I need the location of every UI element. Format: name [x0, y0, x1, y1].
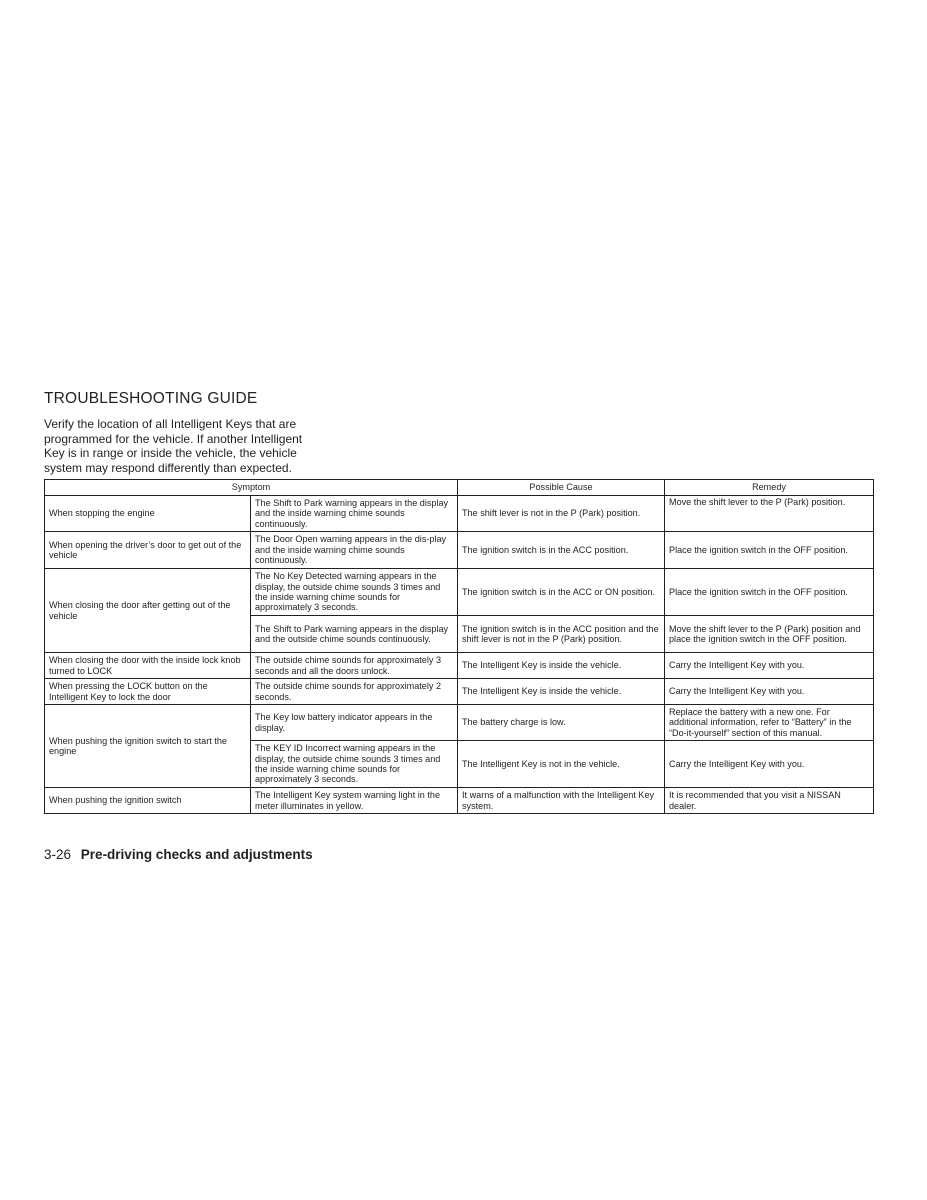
symptom-cell: The outside chime sounds for approximately 2 seconds. [251, 679, 458, 705]
table-row [45, 679, 874, 705]
table-header-row [45, 480, 874, 496]
situation-cell: When stopping the engine [45, 496, 251, 532]
cause-cell: The ignition switch is in the ACC position and the shift lever is not in the P (Park) position. [458, 616, 665, 653]
symptom-cell: The Shift to Park warning appears in the display and the outside chime sounds continuously. [251, 616, 458, 653]
remedy-cell: Move the shift lever to the P (Park) position. [665, 496, 874, 532]
cause-cell: The shift lever is not in the P (Park) position. [458, 496, 665, 532]
cause-cell: The battery charge is low. [458, 705, 665, 741]
cause-cell: The Intelligent Key is inside the vehicle. [458, 679, 665, 705]
remedy-cell: Move the shift lever to the P (Park) position and place the ignition switch in the OFF position. [665, 616, 874, 653]
page-number: 3-26 [44, 847, 72, 862]
header-possible-cause: Possible Cause [458, 480, 665, 496]
symptom-cell: The Door Open warning appears in the dis-play and the inside warning chime sounds continuously. [251, 532, 458, 569]
symptom-cell: The No Key Detected warning appears in the display, the outside chime sounds 3 times and the inside warning chime sounds for approximately 3 seconds. [251, 569, 458, 616]
remedy-cell: Carry the Intelligent Key with you. [665, 653, 874, 679]
cause-cell: The ignition switch is in the ACC position. [458, 532, 665, 569]
symptom-cell: The KEY ID Incorrect warning appears in the display, the outside chime sounds 3 times and the inside warning chime sounds for approximately 3 seconds. [251, 741, 458, 788]
footer-section-title: Pre-driving checks and adjustments [80, 847, 313, 862]
table-row [45, 532, 874, 569]
cause-cell: It warns of a malfunction with the Intelligent Key system. [458, 788, 665, 814]
cause-cell: The Intelligent Key is inside the vehicle. [458, 653, 665, 679]
situation-cell: When pushing the ignition switch to start the engine [45, 705, 251, 788]
remedy-cell: Carry the Intelligent Key with you. [665, 679, 874, 705]
remedy-cell: Place the ignition switch in the OFF position. [665, 532, 874, 569]
page-footer [44, 847, 313, 862]
section-title: TROUBLESHOOTING GUIDE [44, 390, 258, 407]
header-symptom: Symptom [45, 480, 458, 496]
remedy-cell: Replace the battery with a new one. For additional information, refer to “Battery” in the “Do-it-yourself” section of this manual. [665, 705, 874, 741]
remedy-cell: Carry the Intelligent Key with you. [665, 741, 874, 788]
situation-cell: When opening the driver’s door to get out of the vehicle [45, 532, 251, 569]
cause-cell: The Intelligent Key is not in the vehicle. [458, 741, 665, 788]
intro-paragraph: Verify the location of all Intelligent Keys that are programmed for the vehicle. If another Intelligent Key is in range or inside the vehicle, the vehicle system may respond differently than expected. [44, 417, 303, 475]
table-row [45, 705, 874, 741]
situation-cell: When pressing the LOCK button on the Intelligent Key to lock the door [45, 679, 251, 705]
troubleshooting-table [44, 479, 874, 814]
table-row [45, 653, 874, 679]
table-row [45, 788, 874, 814]
situation-cell: When pushing the ignition switch [45, 788, 251, 814]
cause-cell: The ignition switch is in the ACC or ON position. [458, 569, 665, 616]
table-row [45, 496, 874, 532]
situation-cell: When closing the door with the inside lock knob turned to LOCK [45, 653, 251, 679]
symptom-cell: The Key low battery indicator appears in the display. [251, 705, 458, 741]
symptom-cell: The outside chime sounds for approximately 3 seconds and all the doors unlock. [251, 653, 458, 679]
table-row [45, 569, 874, 616]
symptom-cell: The Shift to Park warning appears in the display and the inside warning chime sounds continuously. [251, 496, 458, 532]
situation-cell: When closing the door after getting out of the vehicle [45, 569, 251, 653]
header-remedy: Remedy [665, 480, 874, 496]
remedy-cell: It is recommended that you visit a NISSAN dealer. [665, 788, 874, 814]
symptom-cell: The Intelligent Key system warning light in the meter illuminates in yellow. [251, 788, 458, 814]
remedy-cell: Place the ignition switch in the OFF position. [665, 569, 874, 616]
